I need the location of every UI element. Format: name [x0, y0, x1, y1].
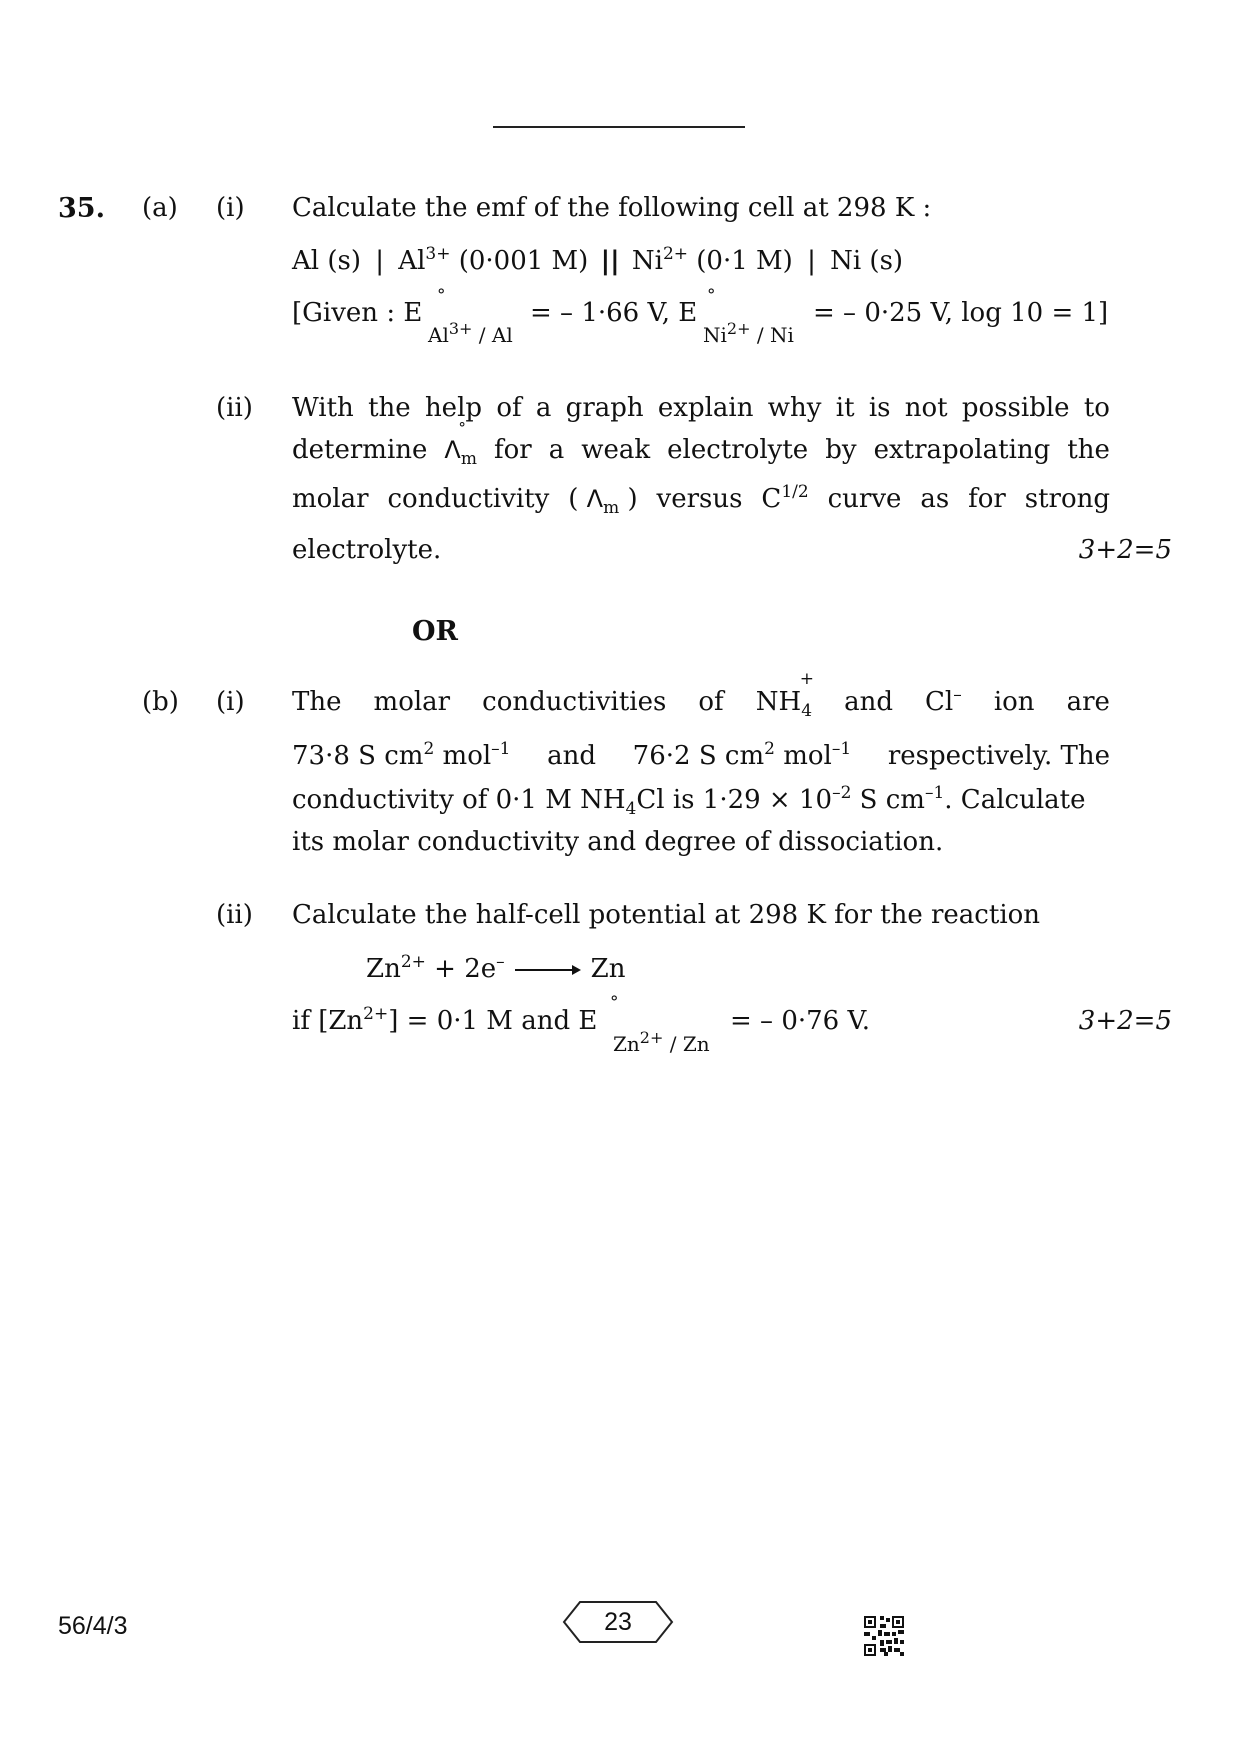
cl-sup: – — [953, 684, 962, 705]
cell-ni-s: Ni (s) — [830, 246, 904, 276]
text: conductivity of 0·1 M NH — [292, 785, 626, 815]
sup-minus-1: –1 — [924, 782, 945, 803]
word: The — [292, 687, 342, 717]
cell-al-symbol: Al — [398, 246, 426, 276]
given-ni-value: = – 0·25 V, log 10 = 1] — [813, 298, 1109, 328]
text: S cm — [851, 785, 925, 815]
ammonium-ion — [755, 669, 815, 721]
text: if [Zn — [292, 1006, 364, 1036]
word: a — [548, 435, 565, 465]
word: molar — [292, 484, 369, 514]
word: graph — [565, 393, 644, 423]
mol-text: mol — [434, 741, 492, 771]
sub-tail: / Zn — [663, 1032, 710, 1056]
cell-ni-symbol: Ni — [631, 246, 663, 276]
or-separator: OR — [412, 616, 458, 647]
part-a-ii-line1 — [292, 393, 1110, 423]
limiting-molar-conductivity-symbol — [444, 419, 477, 469]
page-number-badge — [562, 1600, 674, 1644]
cell-ni-ion — [631, 243, 688, 276]
word: to — [1083, 393, 1110, 423]
word: versus — [656, 484, 743, 514]
word: ion — [993, 687, 1035, 717]
word: of — [496, 393, 522, 423]
word: the — [368, 393, 411, 423]
c-base: C — [761, 484, 782, 514]
value-cl — [632, 738, 852, 771]
part-b-label: (b) — [142, 687, 179, 717]
cell-ni-conc: (0·1 M) — [696, 246, 793, 276]
qr-code-icon — [864, 1616, 904, 1656]
part-a-i-line1: Calculate the emf of the following cell at 298 K : — [292, 193, 932, 223]
word: the — [1067, 435, 1110, 465]
word: extrapolating — [873, 435, 1051, 465]
word: With — [292, 393, 354, 423]
sup-2: 2 — [764, 738, 775, 759]
part-b-i-line2 — [292, 738, 1110, 771]
word: as — [920, 484, 950, 514]
given-prefix: [Given : E — [292, 298, 423, 328]
word: determine — [292, 435, 428, 465]
given-al-degree: ° — [437, 286, 446, 306]
word: why — [767, 393, 822, 423]
word: molar — [373, 687, 451, 717]
word: it — [835, 393, 855, 423]
question-number: 35. — [58, 193, 105, 224]
paren-open: ( — [568, 484, 579, 514]
zn-ion: Zn — [366, 954, 401, 984]
lambda-sub: m — [603, 497, 620, 518]
lambda-sub: m — [460, 448, 477, 469]
word: are — [1066, 687, 1110, 717]
word: is — [868, 393, 891, 423]
molar-conductivity-symbol — [568, 484, 638, 518]
salt-bridge: || — [600, 246, 620, 276]
mol-text: mol — [774, 741, 832, 771]
value-nh4 — [292, 738, 511, 771]
cell-notation — [292, 243, 904, 276]
nh-sup: + — [799, 669, 815, 689]
word: not — [904, 393, 948, 423]
given-ni-subscript — [703, 319, 794, 347]
condition-line — [292, 1003, 598, 1036]
condition-degree: ° — [610, 993, 619, 1013]
electron-term: + 2e — [425, 954, 497, 984]
part-b-ii-line1: Calculate the half-cell potential at 298 K for the reaction — [292, 900, 1041, 930]
cell-al-ion — [398, 243, 451, 276]
word: and — [844, 687, 893, 717]
given-al-sub-base: Al — [428, 323, 449, 347]
part-a-marks: 3+2=5 — [1078, 535, 1172, 565]
cell-separator-1: | — [375, 246, 385, 276]
value-text: 76·2 S cm — [632, 741, 765, 771]
given-al-sub-tail: / Al — [472, 323, 513, 347]
word: for — [968, 484, 1006, 514]
cell-al-conc: (0·001 M) — [458, 246, 589, 276]
sup-minus-2: –2 — [832, 782, 852, 803]
given-line — [292, 298, 422, 328]
given-ni-degree: ° — [707, 286, 716, 306]
word: of — [698, 687, 724, 717]
cell-ni-charge: 2+ — [662, 243, 688, 264]
paren-close: ) — [627, 484, 638, 514]
word: conductivities — [482, 687, 667, 717]
part-b-i-line4: its molar conductivity and degree of dissociation. — [292, 827, 944, 857]
given-ni-sub-tail: / Ni — [750, 323, 794, 347]
word: for — [493, 435, 532, 465]
part-b-ii-label: (ii) — [216, 900, 253, 930]
sup-minus-1: –1 — [831, 738, 852, 759]
part-b-i-line1 — [292, 669, 1110, 721]
word: strong — [1024, 484, 1110, 514]
word: conductivity — [387, 484, 550, 514]
given-ni-sub-base: Ni — [703, 323, 727, 347]
word: weak — [581, 435, 651, 465]
nh-base: NH — [755, 687, 802, 717]
cl-base: Cl — [925, 687, 954, 717]
zn-charge: 2+ — [400, 951, 426, 972]
text: . Calculate — [944, 785, 1086, 815]
part-a-i-label: (i) — [216, 193, 245, 223]
part-a-ii-line2 — [292, 419, 1110, 469]
part-b-i-label: (i) — [216, 687, 245, 717]
sub-4: 4 — [625, 798, 637, 819]
top-divider — [493, 126, 745, 128]
word: and — [547, 741, 597, 771]
lambda-symbol: Λ — [586, 485, 604, 513]
part-b-marks: 3+2=5 — [1078, 1006, 1172, 1036]
word: help — [424, 393, 483, 423]
word: curve — [827, 484, 902, 514]
zn-charge: 2+ — [363, 1003, 389, 1024]
word: possible — [961, 393, 1070, 423]
part-a-ii-label: (ii) — [216, 393, 253, 423]
word: by — [825, 435, 857, 465]
paper-code: 56/4/3 — [58, 1612, 128, 1640]
c-half-power — [761, 481, 809, 514]
sup-minus-1: –1 — [491, 738, 511, 759]
part-a-label: (a) — [142, 193, 178, 223]
given-ni-sub-sup: 2+ — [726, 319, 751, 338]
c-sup: 1/2 — [781, 481, 809, 502]
reaction-arrow-icon — [515, 965, 581, 975]
page-number: 23 — [604, 1608, 632, 1636]
electron-charge: – — [496, 951, 505, 972]
given-al-value: = – 1·66 V, E — [530, 298, 698, 328]
given-al-subscript — [428, 319, 513, 347]
word: explain — [657, 393, 754, 423]
word: respectively. The — [887, 741, 1110, 771]
part-a-ii-line3 — [292, 481, 1110, 518]
given-al-sub-sup: 3+ — [448, 319, 473, 338]
word: a — [535, 393, 552, 423]
cell-al-charge: 3+ — [425, 243, 451, 264]
nh-sub: 4 — [801, 700, 813, 721]
cell-separator-2: | — [807, 246, 816, 276]
lambda-symbol: Λ — [444, 436, 461, 464]
chloride-ion — [925, 684, 962, 717]
condition-subscript — [613, 1028, 710, 1056]
sup-2: 2 — [423, 738, 435, 759]
lambda-degree: ° — [458, 419, 466, 437]
text: ] = 0·1 M and E — [388, 1006, 598, 1036]
text: Cl is 1·29 × 10 — [636, 785, 833, 815]
value-text: 73·8 S cm — [292, 741, 424, 771]
cell-al-s: Al (s) — [292, 246, 361, 276]
reaction-equation — [366, 951, 626, 984]
sub-sup: 2+ — [639, 1028, 664, 1047]
part-b-i-line3 — [292, 782, 1110, 819]
part-a-ii-line4: electrolyte. — [292, 535, 442, 565]
zn-product: Zn — [590, 954, 626, 984]
sub-base: Zn — [613, 1032, 640, 1056]
word: electrolyte — [667, 435, 809, 465]
condition-value: = – 0·76 V. — [730, 1006, 870, 1036]
